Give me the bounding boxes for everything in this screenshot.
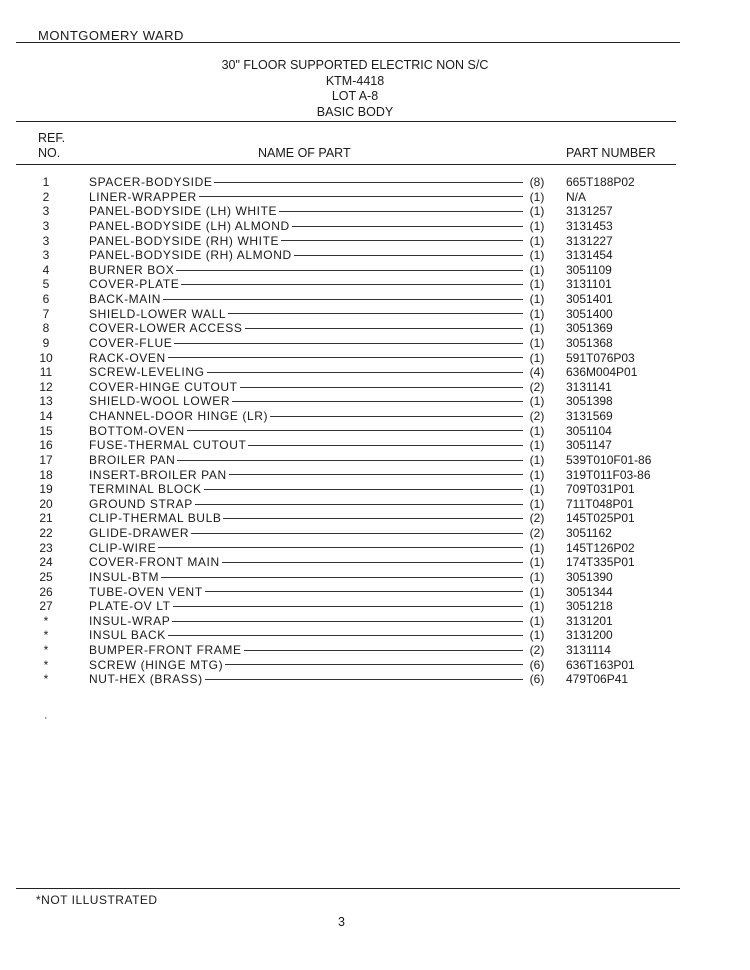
part-name <box>89 468 523 483</box>
header-bottom-divider <box>16 164 676 165</box>
part-number: 3131201 <box>566 613 613 628</box>
ref-number: 13 <box>39 394 53 409</box>
leader-line <box>161 577 523 578</box>
part-number: 539T010F01-86 <box>566 452 652 467</box>
title-line-4: BASIC BODY <box>316 104 394 119</box>
leader-line <box>205 679 523 680</box>
list-item <box>0 614 750 629</box>
quantity: (1) <box>529 584 545 599</box>
part-number: 3131569 <box>566 409 613 423</box>
quantity: (1) <box>529 277 545 292</box>
footer-divider <box>16 888 680 889</box>
part-name <box>89 321 523 336</box>
ref-number: 22 <box>39 526 53 540</box>
part-name <box>89 351 523 366</box>
part-number: 3051162 <box>566 526 612 540</box>
ref-number: 10 <box>39 350 53 365</box>
part-number: 174T335P01 <box>566 555 635 570</box>
part-name-text: INSUL-WRAP <box>89 613 171 628</box>
part-name <box>89 336 523 351</box>
ref-number: * <box>43 657 49 672</box>
part-name <box>89 482 523 497</box>
list-item <box>0 526 750 541</box>
part-name-text: PANEL-BODYSIDE (RH) ALMOND <box>89 248 292 263</box>
part-name-text: COVER-PLATE <box>89 277 180 292</box>
part-number: 3131200 <box>566 628 613 643</box>
list-item <box>0 277 750 292</box>
part-name <box>89 614 523 629</box>
ref-number: 24 <box>39 555 53 570</box>
part-number: 145T025P01 <box>566 511 635 526</box>
part-number: 3051147 <box>566 438 612 453</box>
page-number: 3 <box>338 915 345 929</box>
part-name <box>89 585 523 600</box>
leader-line <box>240 387 523 388</box>
part-name-text: CLIP-THERMAL BULB <box>89 511 222 526</box>
quantity: (2) <box>529 379 545 394</box>
part-name-text: BOTTOM-OVEN <box>89 423 185 438</box>
part-name-text: RACK-OVEN <box>89 350 166 365</box>
ref-number: * <box>43 613 49 628</box>
quantity: (2) <box>529 526 545 540</box>
part-name <box>89 190 523 205</box>
leader-line <box>228 313 523 314</box>
leader-line <box>244 650 523 651</box>
leader-line <box>181 284 523 285</box>
quantity: (1) <box>529 555 545 570</box>
quantity: (1) <box>529 540 545 555</box>
part-name-text: INSERT-BROILER PAN <box>89 467 227 482</box>
part-name-text: BACK-MAIN <box>89 292 162 306</box>
part-name <box>89 394 523 409</box>
ref-number: 16 <box>39 438 53 453</box>
leader-line <box>173 606 523 607</box>
part-name-text: SHIELD-LOWER WALL <box>89 306 227 321</box>
list-item <box>0 365 750 380</box>
ref-number: 3 <box>42 233 50 248</box>
quantity: (1) <box>529 350 545 365</box>
header-top-divider <box>16 121 676 122</box>
ref-number: 1 <box>42 175 50 189</box>
part-number: 3131257 <box>566 204 613 219</box>
brand-name: MONTGOMERY WARD <box>38 28 184 43</box>
part-name <box>89 248 523 263</box>
part-name-text: GLIDE-DRAWER <box>89 526 190 540</box>
leader-line <box>191 533 523 534</box>
quantity: (6) <box>529 657 545 672</box>
quantity: (8) <box>529 175 545 189</box>
ref-number: 2 <box>42 189 50 204</box>
quantity: (1) <box>529 613 545 628</box>
list-item <box>0 380 750 395</box>
ref-number: * <box>43 643 49 657</box>
quantity: (1) <box>529 496 545 511</box>
ref-number: 4 <box>42 262 50 277</box>
leader-line <box>292 226 523 227</box>
list-item <box>0 438 750 453</box>
list-item <box>0 219 750 234</box>
quantity: (1) <box>529 452 545 467</box>
quantity: (1) <box>529 335 545 350</box>
part-name <box>89 599 523 614</box>
leader-line <box>158 547 523 548</box>
leader-line <box>174 343 523 344</box>
part-number: 636M004P01 <box>566 365 638 380</box>
part-number: 3131227 <box>566 233 613 248</box>
part-name <box>89 175 523 190</box>
part-name-text: COVER-LOWER ACCESS <box>89 321 243 336</box>
leader-line <box>232 401 523 402</box>
ref-number: 6 <box>42 292 50 306</box>
part-name-text: TUBE-OVEN VENT <box>89 584 203 599</box>
part-name-text: CHANNEL-DOOR HINGE (LR) <box>89 409 269 423</box>
list-item <box>0 292 750 307</box>
list-item <box>0 453 750 468</box>
part-number: 665T188P02 <box>566 175 635 189</box>
part-number: 591T076P03 <box>566 350 635 365</box>
list-item <box>0 672 750 687</box>
quantity: (1) <box>529 628 545 643</box>
quantity: (1) <box>529 189 545 204</box>
quantity: (1) <box>529 233 545 248</box>
ref-number: 23 <box>39 540 53 555</box>
list-item <box>0 204 750 219</box>
ref-number: 20 <box>39 496 53 511</box>
part-name <box>89 365 523 380</box>
quantity: (1) <box>529 438 545 453</box>
ref-number: 3 <box>42 248 50 263</box>
part-name <box>89 511 523 526</box>
part-name-text: GROUND STRAP <box>89 496 193 511</box>
leader-line <box>248 445 523 446</box>
part-number: 319T011F03-86 <box>566 467 651 482</box>
quantity: (1) <box>529 423 545 438</box>
quantity: (4) <box>529 365 545 380</box>
leader-line <box>199 196 523 197</box>
list-item <box>0 190 750 205</box>
part-name <box>89 555 523 570</box>
part-name <box>89 658 523 673</box>
part-number-column-header: PART NUMBER <box>566 146 656 160</box>
part-name-text: FUSE-THERMAL CUTOUT <box>89 438 247 453</box>
ref-header-line-1: REF. <box>38 131 66 145</box>
part-number: N/A <box>566 189 587 204</box>
ref-number: * <box>43 628 49 643</box>
part-number: 3131101 <box>566 277 612 292</box>
quantity: (1) <box>529 262 545 277</box>
part-number: 3051109 <box>566 262 612 277</box>
part-number: 3051104 <box>566 423 612 438</box>
part-number: 711T048P01 <box>566 496 634 511</box>
list-item <box>0 658 750 673</box>
quantity: (1) <box>529 467 545 482</box>
part-number: 636T163P01 <box>566 657 635 672</box>
part-name <box>89 672 523 687</box>
list-item <box>0 263 750 278</box>
quantity: (2) <box>529 643 545 657</box>
leader-line <box>225 664 523 665</box>
part-number: 3051401 <box>566 292 613 306</box>
ref-number: 3 <box>42 204 50 219</box>
quantity: (1) <box>529 394 545 409</box>
list-item <box>0 234 750 249</box>
part-name-text: PANEL-BODYSIDE (RH) WHITE <box>89 233 280 248</box>
leader-line <box>163 299 523 300</box>
ref-number: 26 <box>39 584 53 599</box>
part-name-text: LINER-WRAPPER <box>89 189 197 204</box>
part-name <box>89 409 523 424</box>
leader-line <box>187 430 523 431</box>
leader-line <box>294 255 523 256</box>
part-name <box>89 643 523 658</box>
list-item <box>0 585 750 600</box>
leader-line <box>245 328 524 329</box>
part-name-text: TERMINAL BLOCK <box>89 482 202 497</box>
part-name-text: SCREW-LEVELING <box>89 365 205 380</box>
list-item <box>0 599 750 614</box>
list-item <box>0 570 750 585</box>
part-name-text: BUMPER-FRONT FRAME <box>89 643 242 657</box>
leader-line <box>281 240 523 241</box>
footnote: *NOT ILLUSTRATED <box>36 893 158 907</box>
list-item <box>0 307 750 322</box>
list-item <box>0 482 750 497</box>
ref-number: 18 <box>39 467 53 482</box>
part-name <box>89 497 523 512</box>
part-name <box>89 263 523 278</box>
list-item <box>0 351 750 366</box>
list-item <box>0 336 750 351</box>
list-item <box>0 248 750 263</box>
part-name-text: SPACER-BODYSIDE <box>89 175 213 189</box>
leader-line <box>176 270 523 271</box>
ref-number: 14 <box>39 409 53 423</box>
quantity: (1) <box>529 306 545 321</box>
list-item <box>0 468 750 483</box>
list-item <box>0 497 750 512</box>
quantity: (1) <box>529 599 545 614</box>
part-name-text: PANEL-BODYSIDE (LH) ALMOND <box>89 218 290 233</box>
leader-line <box>177 460 523 461</box>
list-item <box>0 175 750 190</box>
part-name-text: PANEL-BODYSIDE (LH) WHITE <box>89 204 278 219</box>
quantity: (1) <box>529 218 545 233</box>
leader-line <box>229 474 523 475</box>
part-name-text: BROILER PAN <box>89 452 176 467</box>
part-name <box>89 628 523 643</box>
list-item <box>0 628 750 643</box>
part-name <box>89 219 523 234</box>
part-name <box>89 526 523 541</box>
title-line-1: 30" FLOOR SUPPORTED ELECTRIC NON S/C <box>221 58 489 72</box>
list-item <box>0 555 750 570</box>
part-name <box>89 570 523 585</box>
part-name-text: SCREW (HINGE MTG) <box>89 657 224 672</box>
part-name <box>89 380 523 395</box>
ref-number: 7 <box>42 306 50 321</box>
part-number: 3051390 <box>566 569 613 584</box>
quantity: (6) <box>529 672 545 687</box>
part-name <box>89 438 523 453</box>
list-item <box>0 511 750 526</box>
list-item <box>0 409 750 424</box>
leader-line <box>168 357 523 358</box>
part-name <box>89 541 523 556</box>
quantity: (1) <box>529 482 545 497</box>
list-item <box>0 321 750 336</box>
list-item <box>0 394 750 409</box>
leader-line <box>168 635 523 636</box>
title-block <box>0 58 710 120</box>
part-name-text: PLATE-OV LT <box>89 599 171 614</box>
part-name-text: NUT-HEX (BRASS) <box>89 672 203 687</box>
ref-number: 27 <box>39 599 53 614</box>
part-number: 3051398 <box>566 394 613 409</box>
title-line-3: LOT A-8 <box>331 89 379 103</box>
stray-mark: · <box>44 712 48 724</box>
quantity: (2) <box>529 511 545 526</box>
ref-number: 5 <box>42 277 50 292</box>
part-name <box>89 307 523 322</box>
list-item <box>0 541 750 556</box>
ref-number: 15 <box>39 423 53 438</box>
top-divider <box>16 42 680 43</box>
ref-number: 8 <box>42 321 50 336</box>
part-name-text: COVER-HINGE CUTOUT <box>89 379 238 394</box>
part-name <box>89 277 523 292</box>
part-number: 3051368 <box>566 335 613 350</box>
part-name <box>89 234 523 249</box>
part-name <box>89 292 523 307</box>
part-number: 3051400 <box>566 306 613 321</box>
part-name <box>89 453 523 468</box>
ref-number: 9 <box>42 335 50 350</box>
part-name <box>89 424 523 439</box>
ref-number: 12 <box>39 379 53 394</box>
part-number: 3131114 <box>566 643 611 657</box>
part-name-text: CLIP-WIRE <box>89 540 157 555</box>
title-line-2: KTM-4418 <box>325 73 385 88</box>
leader-line <box>207 372 523 373</box>
part-number: 3051218 <box>566 599 613 614</box>
leader-line <box>172 621 523 622</box>
part-number: 3131454 <box>566 248 613 263</box>
leader-line <box>214 182 523 183</box>
quantity: (1) <box>529 292 545 306</box>
quantity: (1) <box>529 569 545 584</box>
quantity: (1) <box>529 321 545 336</box>
list-item <box>0 424 750 439</box>
leader-line <box>204 489 523 490</box>
part-name-text: COVER-FLUE <box>89 335 173 350</box>
quantity: (1) <box>529 248 545 263</box>
part-name-text: INSUL BACK <box>89 628 166 643</box>
leader-line <box>279 211 523 212</box>
ref-header-line-2: NO. <box>38 146 61 160</box>
ref-number: 3 <box>42 218 50 233</box>
ref-number: 25 <box>39 569 53 584</box>
part-name-text: BURNER BOX <box>89 262 175 277</box>
leader-line <box>223 518 523 519</box>
part-number: 3051344 <box>566 584 613 599</box>
ref-number: * <box>43 672 49 687</box>
part-name-text: INSUL-BTM <box>89 569 160 584</box>
ref-number: 17 <box>39 452 53 467</box>
part-number: 3131141 <box>566 379 612 394</box>
quantity: (2) <box>529 409 545 423</box>
part-number: 479T06P41 <box>566 672 629 687</box>
part-name-text: COVER-FRONT MAIN <box>89 555 220 570</box>
part-name <box>89 204 523 219</box>
part-number: 709T031P01 <box>566 482 635 497</box>
parts-list <box>0 175 750 687</box>
list-item <box>0 643 750 658</box>
leader-line <box>195 504 523 505</box>
part-number: 145T126P02 <box>566 540 635 555</box>
part-number: 3131453 <box>566 218 613 233</box>
leader-line <box>222 562 523 563</box>
ref-column-header <box>38 131 65 161</box>
part-name-text: SHIELD-WOOL LOWER <box>89 394 231 409</box>
ref-number: 21 <box>39 511 53 526</box>
part-number: 3051369 <box>566 321 613 336</box>
name-column-header: NAME OF PART <box>258 146 351 160</box>
leader-line <box>270 416 523 417</box>
leader-line <box>205 591 523 592</box>
quantity: (1) <box>529 204 545 219</box>
ref-number: 11 <box>39 365 53 380</box>
ref-number: 19 <box>39 482 53 497</box>
